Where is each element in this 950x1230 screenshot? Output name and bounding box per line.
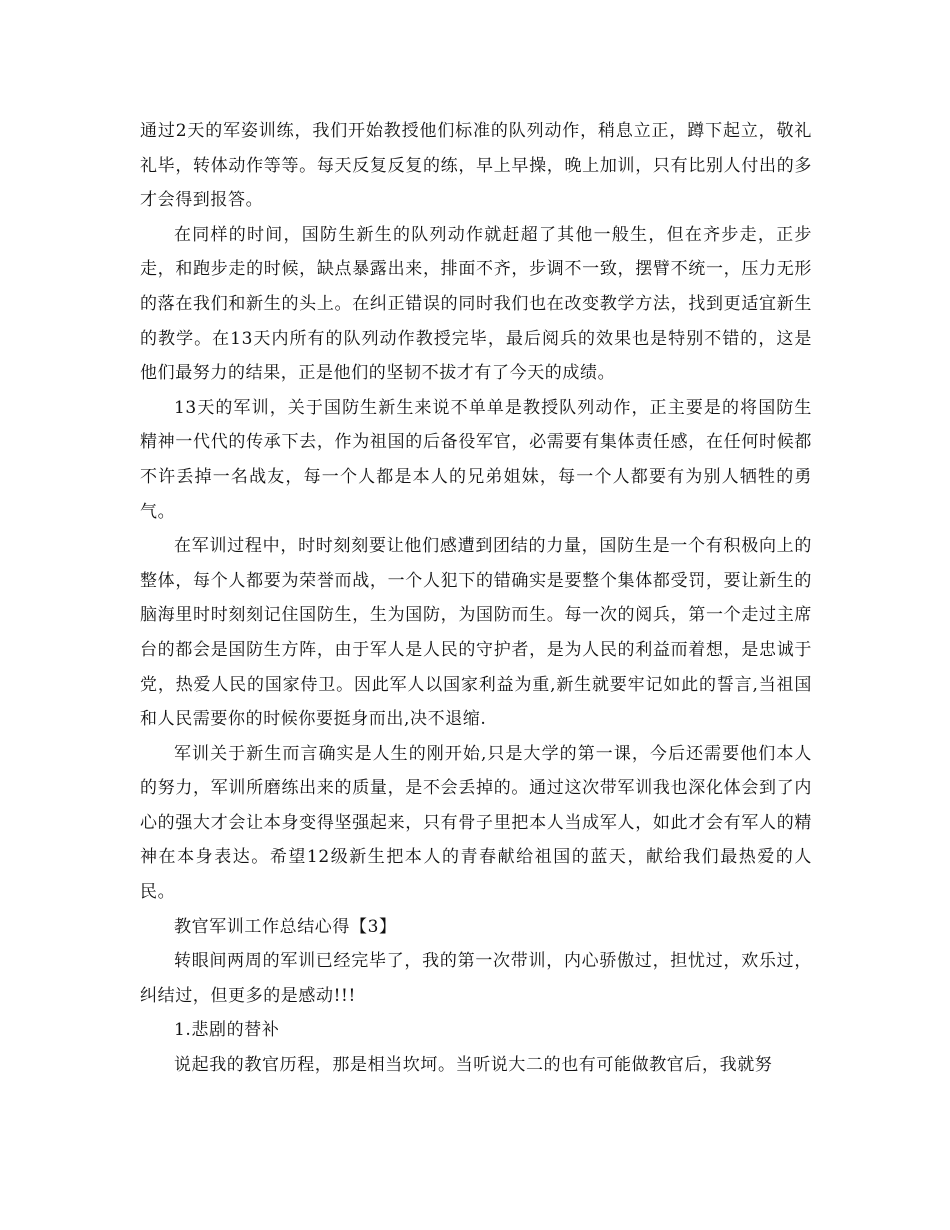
- paragraph-4: 在军训过程中，时时刻刻要让他们感遭到团结的力量，国防生是一个有积极向上的整体，每个人都要为荣誉而战，一个人犯下的错确实是要整个集体都受罚，要让新生的脑海里时时刻刻记住国防生，生为国防，为国防而生。每一次的阅兵，第一个走过主席台的都会是国防生方阵，由于军人是人民的守护者，是为人民的利益而着想，是忠诚于党，热爱人民的国家侍卫。因此军人以国家利益为重,新生就要牢记如此的誓言,当祖国和人民需要你的时候你要挺身而出,决不退缩.: [140, 536, 812, 730]
- subsection-heading: 1.悲剧的替补: [174, 1020, 280, 1041]
- paragraph-3: 13天的军训，关于国防生新生来说不单单是教授队列动作，正主要是的将国防生精神一代代的传承下去，作为祖国的后备役军官，必需要有集体责任感，在任何时候都不许丢掉一名战友，每一个人都是本人的兄弟姐妹，每一个人都要有为别人牺牲的勇气。: [140, 397, 812, 522]
- paragraph-1: 通过2天的军姿训练，我们开始教授他们标准的队列动作，稍息立正，蹲下起立，敬礼礼毕，转体动作等等。每天反复反复的练，早上早操，晚上加训，只有比别人付出的多才会得到报答。: [140, 121, 812, 211]
- paragraph-7: 说起我的教官历程，那是相当坎坷。当听说大二的也有可能做教官后，我就努: [174, 1055, 773, 1076]
- document-body: [140, 114, 812, 1083]
- paragraph-6: 转眼间两周的军训已经完毕了，我的第一次带训，内心骄傲过，担忧过，欢乐过，纠结过，但更多的是感动!!!: [140, 951, 812, 1006]
- section-heading: 教官军训工作总结心得【3】: [174, 916, 397, 937]
- paragraph-5: 军训关于新生而言确实是人生的刚开始,只是大学的第一课，今后还需要他们本人的努力，军训所磨练出来的质量，是不会丢掉的。通过这次带军训我也深化体会到了内心的强大才会让本身变得坚强起来，只有骨子里把本人当成军人，如此才会有军人的精神在本身表达。希望12级新生把本人的青春献给祖国的蓝天，献给我们最热爱的人民。: [140, 743, 812, 903]
- paragraph-2: 在同样的时间，国防生新生的队列动作就赶超了其他一般生，但在齐步走，正步走，和跑步走的时候，缺点暴露出来，排面不齐，步调不一致，摆臂不统一，压力无形的落在我们和新生的头上。在纠正错误的同时我们也在改变教学方法，找到更适宜新生的教学。在13天内所有的队列动作教授完毕，最后阅兵的效果也是特别不错的，这是他们最努力的结果，正是他们的坚韧不拔才有了今天的成绩。: [140, 224, 812, 384]
